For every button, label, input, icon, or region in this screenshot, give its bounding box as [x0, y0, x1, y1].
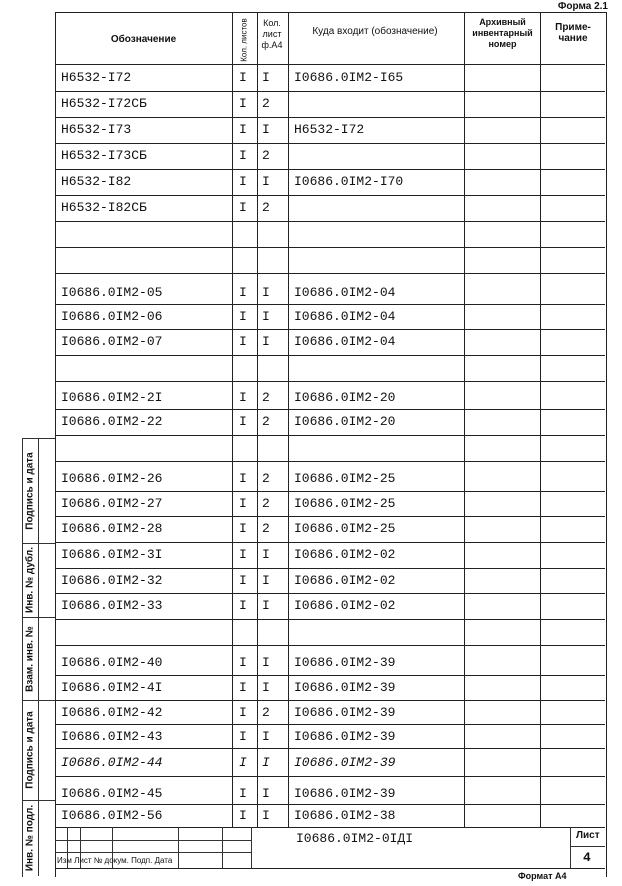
designation-cell: I0686.0IM2-22 — [61, 414, 163, 429]
table-row — [55, 435, 605, 461]
designation-cell: I0686.0IM2-06 — [61, 309, 163, 324]
sheets-cell: I — [262, 786, 270, 801]
where-used-cell: I0686.0IM2-39 — [294, 655, 396, 670]
sheets-cell: I — [262, 680, 270, 695]
sheets-cell: I — [262, 122, 270, 137]
qty-cell: I — [239, 786, 247, 801]
sheets-cell: I — [262, 174, 270, 189]
table-row — [55, 803, 605, 829]
designation-cell: I0686.0IM2-26 — [61, 471, 163, 486]
where-used-cell: I0686.0IM2-04 — [294, 309, 396, 324]
qty-cell: I — [239, 521, 247, 536]
qty-cell: I — [239, 808, 247, 823]
qty-cell: I — [239, 200, 247, 215]
title-block-sheet-rule — [570, 846, 605, 847]
designation-cell: I0686.0IM2-27 — [61, 496, 163, 511]
title-block-col — [222, 827, 223, 869]
designation-cell: I0686.0IM2-40 — [61, 655, 163, 670]
header-where-used: Куда входит (обозначение) — [312, 26, 438, 37]
qty-cell: I — [239, 122, 247, 137]
qty-cell: I — [239, 729, 247, 744]
designation-cell: I0686.0IM2-33 — [61, 598, 163, 613]
qty-cell: I — [239, 285, 247, 300]
table-row — [55, 466, 605, 492]
side-stamp-rule — [22, 700, 55, 701]
side-label-signature-date-2: Подпись и дата — [24, 711, 36, 789]
qty-cell: I — [239, 471, 247, 486]
where-used-cell: I0686.0IM2-I70 — [294, 174, 404, 189]
where-used-cell: I0686.0IM2-04 — [294, 334, 396, 349]
designation-cell: I0686.0IM2-4I — [61, 680, 163, 695]
where-used-cell: I0686.0IM2-39 — [294, 729, 396, 744]
designation-cell: I0686.0IM2-45 — [61, 786, 163, 801]
table-row — [55, 619, 605, 645]
designation-cell: I0686.0IM2-07 — [61, 334, 163, 349]
table-row — [55, 221, 605, 247]
qty-cell: I — [239, 148, 247, 163]
table-row — [55, 329, 605, 355]
sheets-cell: 2 — [262, 200, 270, 215]
table-row — [55, 491, 605, 517]
designation-cell: Н6532-І82СБ — [61, 200, 147, 215]
qty-cell: I — [239, 496, 247, 511]
sheets-cell: I — [262, 573, 270, 588]
sheets-cell: 2 — [262, 390, 270, 405]
table-row — [55, 355, 605, 381]
row-rule — [55, 748, 605, 749]
sheets-cell: 2 — [262, 705, 270, 720]
table-row — [55, 724, 605, 750]
qty-cell: I — [239, 70, 247, 85]
designation-cell: I0686.0IM2-56 — [61, 808, 163, 823]
designation-cell: Н6532-І73СБ — [61, 148, 147, 163]
sheets-cell: I — [262, 655, 270, 670]
sheets-cell: I — [262, 598, 270, 613]
title-block-col — [251, 827, 252, 869]
header-qty-sheets: Кол. листов — [239, 18, 249, 62]
title-block-stamp-columns: Изм Лист № докум. Подп. Дата — [57, 856, 173, 865]
sheets-cell: 2 — [262, 471, 270, 486]
document-code: I0686.0IM2-0IДI — [296, 831, 414, 846]
side-label-signature-date: Подпись и дата — [24, 452, 36, 530]
designation-cell: I0686.0IM2-42 — [61, 705, 163, 720]
where-used-cell: I0686.0IM2-02 — [294, 573, 396, 588]
title-block-col — [178, 827, 179, 869]
side-stamp-rule — [22, 800, 55, 801]
sheets-cell: I — [262, 285, 270, 300]
where-used-cell: I0686.0IM2-39 — [294, 755, 396, 770]
title-block-top-rule — [55, 827, 605, 828]
designation-cell: I0686.0IM2-43 — [61, 729, 163, 744]
qty-cell: I — [239, 547, 247, 562]
sheet-number: 4 — [583, 850, 591, 865]
table-row — [55, 304, 605, 330]
where-used-cell: I0686.0IM2-I65 — [294, 70, 404, 85]
sheets-cell: 2 — [262, 414, 270, 429]
table-row — [55, 675, 605, 701]
table-row — [55, 516, 605, 542]
where-used-cell: Н6532-І72 — [294, 122, 365, 137]
qty-cell: I — [239, 680, 247, 695]
qty-cell: I — [239, 755, 247, 770]
header-designation: Обозначение — [110, 34, 177, 45]
header-qty-a4: Кол. лист ф.А4 — [261, 18, 283, 50]
qty-cell: I — [239, 309, 247, 324]
qty-cell: I — [239, 705, 247, 720]
side-label-original-inv: Инв. № подл. — [24, 804, 36, 872]
table-row — [55, 568, 605, 594]
row-rule — [55, 381, 605, 382]
side-stamp-rule — [22, 543, 55, 544]
row-rule — [55, 273, 605, 274]
side-stamp-rule — [22, 617, 55, 618]
sheets-cell: I — [262, 70, 270, 85]
where-used-cell: I0686.0IM2-04 — [294, 285, 396, 300]
sheet-label: Лист — [576, 830, 600, 841]
table-row — [55, 91, 605, 117]
designation-cell: Н6532-І82 — [61, 174, 132, 189]
designation-cell: I0686.0IM2-3I — [61, 547, 163, 562]
designation-cell: I0686.0IM2-05 — [61, 285, 163, 300]
designation-cell: Н6532-І72СБ — [61, 96, 147, 111]
sheets-cell: 2 — [262, 96, 270, 111]
where-used-cell: I0686.0IM2-20 — [294, 390, 396, 405]
qty-cell: I — [239, 174, 247, 189]
qty-cell: I — [239, 573, 247, 588]
sheets-cell: 2 — [262, 148, 270, 163]
table-row — [55, 700, 605, 726]
designation-cell: Н6532-І73 — [61, 122, 132, 137]
sheets-cell: I — [262, 755, 270, 770]
qty-cell: I — [239, 334, 247, 349]
designation-cell: I0686.0IM2-2I — [61, 390, 163, 405]
qty-cell: I — [239, 598, 247, 613]
sheets-cell: I — [262, 547, 270, 562]
where-used-cell: I0686.0IM2-25 — [294, 521, 396, 536]
where-used-cell: I0686.0IM2-25 — [294, 496, 396, 511]
designation-cell: I0686.0IM2-44 — [61, 755, 163, 770]
table-row — [55, 409, 605, 435]
table-row — [55, 195, 605, 221]
designation-cell: I0686.0IM2-28 — [61, 521, 163, 536]
title-block-bottom-rule — [55, 868, 605, 869]
row-rule — [55, 461, 605, 462]
side-stamp-divider — [38, 438, 39, 876]
table-row — [55, 117, 605, 143]
side-label-dup-inv: Инв. № дубл. — [24, 547, 36, 613]
sheets-cell: I — [262, 309, 270, 324]
sheets-cell: I — [262, 808, 270, 823]
header-archive: Архивный инвентарный номер — [472, 17, 533, 49]
designation-cell: Н6532-І72 — [61, 70, 132, 85]
title-block-col — [570, 827, 571, 869]
qty-cell: I — [239, 96, 247, 111]
table-row — [55, 169, 605, 195]
table-row — [55, 143, 605, 169]
where-used-cell: I0686.0IM2-02 — [294, 598, 396, 613]
where-used-cell: I0686.0IM2-25 — [294, 471, 396, 486]
where-used-cell: I0686.0IM2-39 — [294, 786, 396, 801]
table-row — [55, 593, 605, 619]
table-row — [55, 750, 605, 776]
sheets-cell: 2 — [262, 496, 270, 511]
table-row — [55, 385, 605, 411]
sheets-cell: 2 — [262, 521, 270, 536]
qty-cell: I — [239, 390, 247, 405]
sheets-cell: I — [262, 334, 270, 349]
side-label-replace-inv: Взам. инв. № — [24, 625, 36, 692]
table-row — [55, 650, 605, 676]
table-row — [55, 65, 605, 91]
where-used-cell: I0686.0IM2-20 — [294, 414, 396, 429]
where-used-cell: I0686.0IM2-39 — [294, 680, 396, 695]
where-used-cell: I0686.0IM2-38 — [294, 808, 396, 823]
row-rule — [55, 645, 605, 646]
qty-cell: I — [239, 655, 247, 670]
designation-cell: I0686.0IM2-32 — [61, 573, 163, 588]
sheets-cell: I — [262, 729, 270, 744]
where-used-cell: I0686.0IM2-39 — [294, 705, 396, 720]
table-row — [55, 542, 605, 568]
form-label: Форма 2.1 — [557, 1, 608, 12]
table-row — [55, 247, 605, 273]
qty-cell: I — [239, 414, 247, 429]
table-row — [55, 280, 605, 306]
format-label: Формат А4 — [518, 871, 567, 881]
header-note: Приме- чание — [555, 22, 591, 44]
where-used-cell: I0686.0IM2-02 — [294, 547, 396, 562]
row-rule — [55, 776, 605, 777]
